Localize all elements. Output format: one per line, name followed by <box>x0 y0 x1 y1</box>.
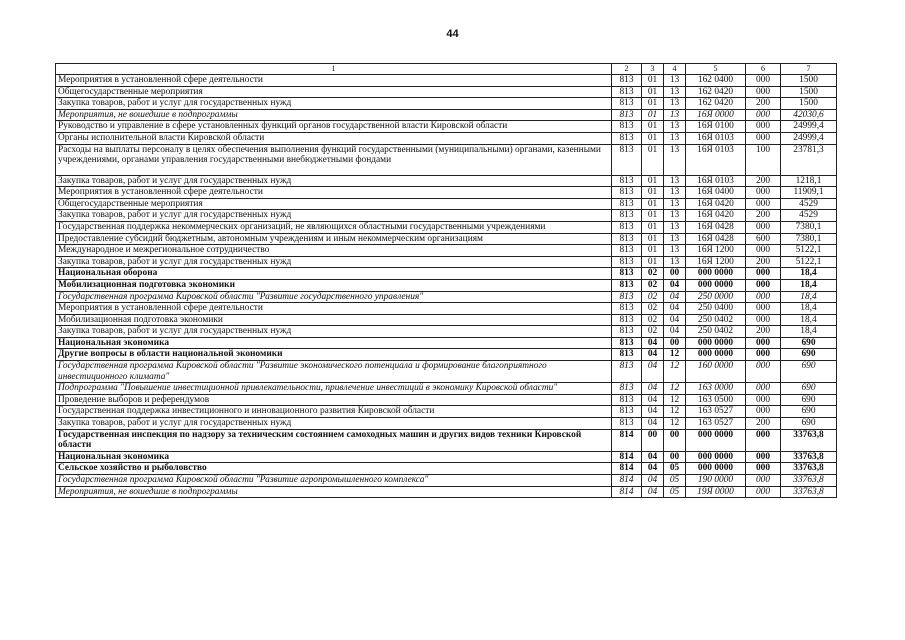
amount-cell: 18,4 <box>781 303 837 315</box>
row-name-cell: Закупка товаров, работ и услуг для государственных нужд <box>56 210 612 222</box>
code-subsection-cell: 13 <box>664 221 686 233</box>
code-target-cell: 16Я 0103 <box>686 132 746 144</box>
code-subsection-cell: 13 <box>664 233 686 245</box>
code-expense-type-cell: 000 <box>746 349 781 361</box>
code-target-cell: 163 0000 <box>686 383 746 395</box>
code-grbs-cell: 813 <box>612 98 642 110</box>
code-grbs-cell: 814 <box>612 429 642 451</box>
table-row <box>56 406 837 418</box>
table-row <box>56 429 837 451</box>
code-expense-type-cell: 000 <box>746 361 781 383</box>
table-row <box>56 121 837 133</box>
table-row <box>56 198 837 210</box>
code-target-cell: 000 0000 <box>686 268 746 280</box>
code-target-cell: 190 0000 <box>686 475 746 487</box>
row-name-cell: Закупка товаров, работ и услуг для государственных нужд <box>56 418 612 430</box>
amount-cell: 690 <box>781 418 837 430</box>
row-name-cell: Мобилизационная подготовка экономики <box>56 279 612 291</box>
code-section-cell: 02 <box>642 326 664 338</box>
code-target-cell: 163 0500 <box>686 394 746 406</box>
amount-cell: 690 <box>781 406 837 418</box>
table-row <box>56 109 837 121</box>
table-row <box>56 463 837 475</box>
code-grbs-cell: 813 <box>612 349 642 361</box>
code-subsection-cell: 04 <box>664 314 686 326</box>
code-section-cell: 02 <box>642 291 664 303</box>
code-target-cell: 250 0402 <box>686 314 746 326</box>
code-target-cell: 250 0400 <box>686 303 746 315</box>
row-name-cell: Закупка товаров, работ и услуг для государственных нужд <box>56 256 612 268</box>
row-name-cell: Подпрограмма "Повышение инвестиционной привлекательности, привлечение инвестиций в экономику Кировской области" <box>56 383 612 395</box>
code-subsection-cell: 12 <box>664 383 686 395</box>
code-expense-type-cell: 200 <box>746 98 781 110</box>
code-grbs-cell: 813 <box>612 291 642 303</box>
code-expense-type-cell: 200 <box>746 210 781 222</box>
code-expense-type-cell: 000 <box>746 303 781 315</box>
code-section-cell: 01 <box>642 198 664 210</box>
row-name-cell: Другие вопросы в области национальной экономики <box>56 349 612 361</box>
code-target-cell: 250 0000 <box>686 291 746 303</box>
row-name-cell: Общегосударственные мероприятия <box>56 198 612 210</box>
table-row <box>56 451 837 463</box>
code-expense-type-cell: 200 <box>746 418 781 430</box>
amount-cell: 690 <box>781 349 837 361</box>
code-grbs-cell: 813 <box>612 361 642 383</box>
code-target-cell: 16Я 0400 <box>686 187 746 199</box>
table-row <box>56 175 837 187</box>
code-subsection-cell: 00 <box>664 268 686 280</box>
amount-cell: 1500 <box>781 75 837 87</box>
code-grbs-cell: 813 <box>612 132 642 144</box>
code-section-cell: 02 <box>642 314 664 326</box>
code-grbs-cell: 813 <box>612 233 642 245</box>
code-expense-type-cell: 000 <box>746 429 781 451</box>
code-section-cell: 04 <box>642 349 664 361</box>
row-name-cell: Государственная инспекция по надзору за техническим состоянием самоходных машин и других видов техники Кировской области <box>56 429 612 451</box>
table-row <box>56 361 837 383</box>
code-section-cell: 04 <box>642 475 664 487</box>
amount-cell: 690 <box>781 361 837 383</box>
row-name-cell: Международное и межрегиональное сотрудничество <box>56 245 612 257</box>
amount-cell: 18,4 <box>781 268 837 280</box>
code-target-cell: 16Я 1200 <box>686 256 746 268</box>
amount-cell: 33763,8 <box>781 451 837 463</box>
amount-cell: 1500 <box>781 98 837 110</box>
amount-cell: 5122,1 <box>781 256 837 268</box>
amount-cell: 690 <box>781 383 837 395</box>
row-name-cell: Мероприятия, не вошедшие в подпрограммы <box>56 486 612 498</box>
header-cell: 7 <box>781 64 837 75</box>
code-target-cell: 000 0000 <box>686 279 746 291</box>
code-expense-type-cell: 000 <box>746 337 781 349</box>
code-subsection-cell: 13 <box>664 198 686 210</box>
code-target-cell: 163 0527 <box>686 406 746 418</box>
amount-cell: 42030,6 <box>781 109 837 121</box>
header-cell: 1 <box>56 64 612 75</box>
code-grbs-cell: 813 <box>612 175 642 187</box>
code-grbs-cell: 813 <box>612 394 642 406</box>
row-name-cell: Государственная поддержка некоммерческих организаций, не являющихся областными государственными учреждениями <box>56 221 612 233</box>
code-expense-type-cell: 200 <box>746 326 781 338</box>
code-section-cell: 04 <box>642 451 664 463</box>
row-name-cell: Государственная программа Кировской области "Развитие экономического потенциала и формирование благоприятного инвестиционного климата" <box>56 361 612 383</box>
table-header-row <box>56 64 837 75</box>
code-expense-type-cell: 000 <box>746 394 781 406</box>
table-row <box>56 279 837 291</box>
table-row <box>56 245 837 257</box>
row-name-cell: Сельское хозяйство и рыболовство <box>56 463 612 475</box>
code-target-cell: 160 0000 <box>686 361 746 383</box>
code-section-cell: 01 <box>642 75 664 87</box>
code-target-cell: 16Я 1200 <box>686 245 746 257</box>
table-row <box>56 337 837 349</box>
code-target-cell: 16Я 0103 <box>686 175 746 187</box>
row-name-cell: Мероприятия в установленной сфере деятельности <box>56 303 612 315</box>
amount-cell: 33763,8 <box>781 475 837 487</box>
amount-cell: 18,4 <box>781 326 837 338</box>
table-row <box>56 326 837 338</box>
code-section-cell: 01 <box>642 98 664 110</box>
amount-cell: 18,4 <box>781 291 837 303</box>
table-row <box>56 98 837 110</box>
code-grbs-cell: 813 <box>612 198 642 210</box>
row-name-cell: Мероприятия в установленной сфере деятельности <box>56 75 612 87</box>
code-section-cell: 01 <box>642 187 664 199</box>
code-expense-type-cell: 000 <box>746 463 781 475</box>
code-expense-type-cell: 000 <box>746 406 781 418</box>
code-grbs-cell: 813 <box>612 121 642 133</box>
code-subsection-cell: 04 <box>664 326 686 338</box>
table-row <box>56 187 837 199</box>
code-grbs-cell: 813 <box>612 268 642 280</box>
amount-cell: 24999,4 <box>781 121 837 133</box>
code-subsection-cell: 12 <box>664 406 686 418</box>
header-cell: 2 <box>612 64 642 75</box>
code-target-cell: 163 0527 <box>686 418 746 430</box>
code-expense-type-cell: 000 <box>746 132 781 144</box>
table-row <box>56 256 837 268</box>
header-cell: 3 <box>642 64 664 75</box>
code-subsection-cell: 13 <box>664 109 686 121</box>
row-name-cell: Проведение выборов и референдумов <box>56 394 612 406</box>
code-target-cell: 250 0402 <box>686 326 746 338</box>
code-grbs-cell: 813 <box>612 383 642 395</box>
table-row <box>56 86 837 98</box>
code-section-cell: 01 <box>642 175 664 187</box>
code-expense-type-cell: 100 <box>746 144 781 175</box>
amount-cell: 7380,1 <box>781 233 837 245</box>
code-target-cell: 16Я 0420 <box>686 198 746 210</box>
code-subsection-cell: 04 <box>664 303 686 315</box>
code-section-cell: 00 <box>642 429 664 451</box>
code-grbs-cell: 813 <box>612 314 642 326</box>
code-subsection-cell: 13 <box>664 86 686 98</box>
code-subsection-cell: 13 <box>664 98 686 110</box>
code-grbs-cell: 813 <box>612 256 642 268</box>
code-grbs-cell: 814 <box>612 451 642 463</box>
amount-cell: 11909,1 <box>781 187 837 199</box>
header-cell: 5 <box>686 64 746 75</box>
code-expense-type-cell: 000 <box>746 198 781 210</box>
code-subsection-cell: 13 <box>664 121 686 133</box>
code-section-cell: 04 <box>642 383 664 395</box>
code-section-cell: 01 <box>642 233 664 245</box>
row-name-cell: Закупка товаров, работ и услуг для государственных нужд <box>56 175 612 187</box>
code-subsection-cell: 13 <box>664 132 686 144</box>
code-expense-type-cell: 000 <box>746 279 781 291</box>
row-name-cell: Государственная программа Кировской области "Развитие государственного управления" <box>56 291 612 303</box>
table-row <box>56 314 837 326</box>
code-subsection-cell: 12 <box>664 418 686 430</box>
code-subsection-cell: 13 <box>664 144 686 175</box>
code-expense-type-cell: 000 <box>746 268 781 280</box>
code-grbs-cell: 814 <box>612 475 642 487</box>
row-name-cell: Государственная программа Кировской области "Развитие агропромышленного комплекса" <box>56 475 612 487</box>
code-section-cell: 04 <box>642 418 664 430</box>
code-subsection-cell: 12 <box>664 361 686 383</box>
code-expense-type-cell: 000 <box>746 75 781 87</box>
code-subsection-cell: 05 <box>664 463 686 475</box>
table-body <box>56 75 837 498</box>
code-grbs-cell: 813 <box>612 406 642 418</box>
code-target-cell: 000 0000 <box>686 451 746 463</box>
amount-cell: 18,4 <box>781 279 837 291</box>
amount-cell: 1500 <box>781 86 837 98</box>
row-name-cell: Руководство и управление в сфере установленных функций органов государственной власти Кировской области <box>56 121 612 133</box>
code-expense-type-cell: 200 <box>746 256 781 268</box>
code-expense-type-cell: 000 <box>746 486 781 498</box>
row-name-cell: Мероприятия в установленной сфере деятельности <box>56 187 612 199</box>
code-subsection-cell: 00 <box>664 451 686 463</box>
code-target-cell: 000 0000 <box>686 429 746 451</box>
table-row <box>56 303 837 315</box>
code-target-cell: 16Я 0428 <box>686 221 746 233</box>
code-grbs-cell: 814 <box>612 486 642 498</box>
code-target-cell: 16Я 0000 <box>686 109 746 121</box>
code-target-cell: 000 0000 <box>686 349 746 361</box>
code-target-cell: 162 0420 <box>686 98 746 110</box>
table-row <box>56 75 837 87</box>
table-row <box>56 268 837 280</box>
code-subsection-cell: 04 <box>664 291 686 303</box>
code-expense-type-cell: 600 <box>746 233 781 245</box>
code-section-cell: 04 <box>642 361 664 383</box>
code-section-cell: 01 <box>642 121 664 133</box>
code-grbs-cell: 813 <box>612 109 642 121</box>
code-subsection-cell: 13 <box>664 256 686 268</box>
table-row <box>56 383 837 395</box>
code-expense-type-cell: 000 <box>746 121 781 133</box>
code-target-cell: 16Я 0428 <box>686 233 746 245</box>
table-row <box>56 418 837 430</box>
code-expense-type-cell: 000 <box>746 86 781 98</box>
amount-cell: 33763,8 <box>781 486 837 498</box>
code-expense-type-cell: 000 <box>746 475 781 487</box>
code-section-cell: 01 <box>642 144 664 175</box>
code-section-cell: 04 <box>642 394 664 406</box>
code-grbs-cell: 813 <box>612 221 642 233</box>
code-grbs-cell: 813 <box>612 245 642 257</box>
code-target-cell: 162 0420 <box>686 86 746 98</box>
amount-cell: 23781,3 <box>781 144 837 175</box>
row-name-cell: Расходы на выплаты персоналу в целях обеспечения выполнения функций государственными (муниципальными) органами, казенными учреждениями, органами управления государственными внебюджетными фондами <box>56 144 612 175</box>
code-grbs-cell: 813 <box>612 210 642 222</box>
amount-cell: 4529 <box>781 210 837 222</box>
code-section-cell: 01 <box>642 86 664 98</box>
table-row <box>56 210 837 222</box>
amount-cell: 5122,1 <box>781 245 837 257</box>
code-subsection-cell: 13 <box>664 210 686 222</box>
code-subsection-cell: 13 <box>664 175 686 187</box>
code-target-cell: 162 0400 <box>686 75 746 87</box>
code-expense-type-cell: 000 <box>746 245 781 257</box>
amount-cell: 4529 <box>781 198 837 210</box>
code-subsection-cell: 12 <box>664 394 686 406</box>
code-target-cell: 19Я 0000 <box>686 486 746 498</box>
code-subsection-cell: 13 <box>664 187 686 199</box>
code-subsection-cell: 05 <box>664 475 686 487</box>
code-target-cell: 16Я 0420 <box>686 210 746 222</box>
code-grbs-cell: 813 <box>612 326 642 338</box>
code-section-cell: 04 <box>642 406 664 418</box>
amount-cell: 7380,1 <box>781 221 837 233</box>
code-expense-type-cell: 000 <box>746 291 781 303</box>
table-row <box>56 394 837 406</box>
code-section-cell: 01 <box>642 245 664 257</box>
code-grbs-cell: 813 <box>612 86 642 98</box>
amount-cell: 33763,8 <box>781 429 837 451</box>
amount-cell: 1218,1 <box>781 175 837 187</box>
code-subsection-cell: 05 <box>664 486 686 498</box>
code-section-cell: 01 <box>642 221 664 233</box>
code-grbs-cell: 813 <box>612 144 642 175</box>
code-section-cell: 01 <box>642 132 664 144</box>
code-grbs-cell: 813 <box>612 337 642 349</box>
code-section-cell: 04 <box>642 486 664 498</box>
code-section-cell: 02 <box>642 268 664 280</box>
code-subsection-cell: 12 <box>664 349 686 361</box>
row-name-cell: Национальная экономика <box>56 451 612 463</box>
code-section-cell: 01 <box>642 210 664 222</box>
header-cell: 4 <box>664 64 686 75</box>
code-section-cell: 01 <box>642 256 664 268</box>
code-section-cell: 04 <box>642 463 664 475</box>
table-row <box>56 475 837 487</box>
code-grbs-cell: 813 <box>612 75 642 87</box>
row-name-cell: Государственная поддержка инвестиционного и инновационного развития Кировской области <box>56 406 612 418</box>
table-row <box>56 144 837 175</box>
code-grbs-cell: 813 <box>612 187 642 199</box>
code-grbs-cell: 813 <box>612 418 642 430</box>
page-number: 44 <box>446 28 459 40</box>
row-name-cell: Закупка товаров, работ и услуг для государственных нужд <box>56 98 612 110</box>
amount-cell: 690 <box>781 337 837 349</box>
code-grbs-cell: 813 <box>612 279 642 291</box>
row-name-cell: Мероприятия, не вошедшие в подпрограммы <box>56 109 612 121</box>
code-expense-type-cell: 200 <box>746 175 781 187</box>
budget-table <box>55 63 837 498</box>
header-cell: 6 <box>746 64 781 75</box>
code-grbs-cell: 813 <box>612 303 642 315</box>
code-target-cell: 000 0000 <box>686 463 746 475</box>
code-expense-type-cell: 000 <box>746 314 781 326</box>
code-section-cell: 02 <box>642 279 664 291</box>
row-name-cell: Предоставление субсидий бюджетным, автономным учреждениям и иным некоммерческим организациям <box>56 233 612 245</box>
amount-cell: 33763,8 <box>781 463 837 475</box>
row-name-cell: Органы исполнительной власти Кировской области <box>56 132 612 144</box>
table-row <box>56 349 837 361</box>
code-subsection-cell: 00 <box>664 429 686 451</box>
code-expense-type-cell: 000 <box>746 187 781 199</box>
code-grbs-cell: 814 <box>612 463 642 475</box>
code-section-cell: 02 <box>642 303 664 315</box>
amount-cell: 24999,4 <box>781 132 837 144</box>
table-row <box>56 221 837 233</box>
code-target-cell: 000 0000 <box>686 337 746 349</box>
code-subsection-cell: 04 <box>664 279 686 291</box>
code-expense-type-cell: 000 <box>746 383 781 395</box>
code-expense-type-cell: 000 <box>746 451 781 463</box>
code-section-cell: 01 <box>642 109 664 121</box>
table-row <box>56 486 837 498</box>
code-expense-type-cell: 000 <box>746 221 781 233</box>
row-name-cell: Мобилизационная подготовка экономики <box>56 314 612 326</box>
table-row <box>56 132 837 144</box>
code-expense-type-cell: 000 <box>746 109 781 121</box>
table-row <box>56 233 837 245</box>
row-name-cell: Национальная оборона <box>56 268 612 280</box>
amount-cell: 18,4 <box>781 314 837 326</box>
code-subsection-cell: 13 <box>664 75 686 87</box>
amount-cell: 690 <box>781 394 837 406</box>
code-section-cell: 04 <box>642 337 664 349</box>
row-name-cell: Национальная экономика <box>56 337 612 349</box>
table-row <box>56 291 837 303</box>
code-target-cell: 16Я 0100 <box>686 121 746 133</box>
code-target-cell: 16Я 0103 <box>686 144 746 175</box>
code-subsection-cell: 00 <box>664 337 686 349</box>
row-name-cell: Общегосударственные мероприятия <box>56 86 612 98</box>
row-name-cell: Закупка товаров, работ и услуг для государственных нужд <box>56 326 612 338</box>
code-subsection-cell: 13 <box>664 245 686 257</box>
